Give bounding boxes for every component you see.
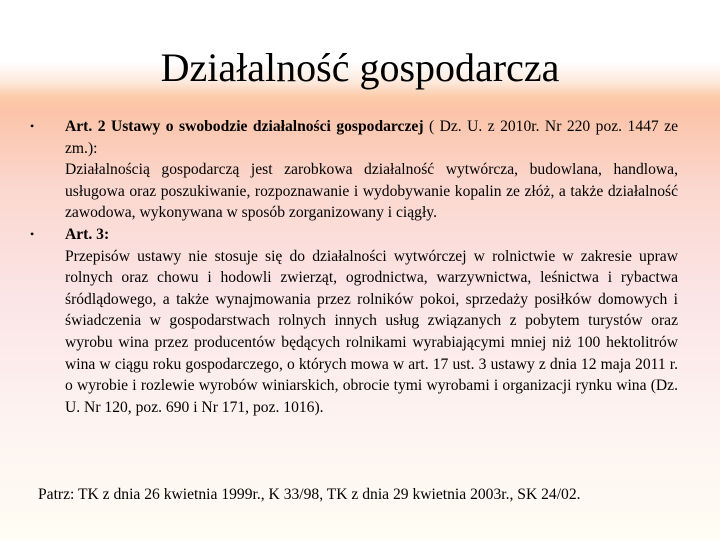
article-heading [65,224,678,246]
bullet-icon: • [30,119,35,133]
slide-content [30,116,678,418]
article-heading [65,116,678,159]
list-item-art-3 [30,224,678,418]
article-title: Art. 2 Ustawy o swobodzie działalności gospodarczej [65,118,424,135]
article-text: Przepisów ustawy nie stosuje się do działalności wytwórczej w rolnictwie w zakresie upraw rolnych oraz chowu i hodowli zwierząt, ogrodnictwa, warzywnictwa, leśnictwa i rybactwa śródlądowego, a także wynajmowania przez rolników pokoi, sprzedaży posiłków domowych i świadczenia w gospodarstwach rolnych innych usług związanych z pobytem turystów oraz wyrobu wina przez producentów będących rolnikami wyrabiającymi mniej niż 100 hektolitrów wina w ciągu roku gospodarczego, o których mowa w art. 17 ust. 3 ustawy z dnia 12 maja 2011 r. o wyrobie i rozlewie wyrobów winiarskich, obrocie tymi wyrobami i organizacji rynku wina (Dz. U. Nr 120, poz. 690 i Nr 171, poz. 1016). [65,247,678,416]
list-item-art-2 [30,116,678,224]
article-title: Art. 3: [65,225,110,243]
bullet-icon: • [30,226,35,241]
article-citation: ( Dz. U. z 2010r. Nr 220 poz. 1447 ze zm.): [65,118,678,157]
article-text: Działalnością gospodarczą jest zarobkowa działalność wytwórcza, budowlana, handlowa, usługowa oraz poszukiwanie, rozpoznawanie i wydobywanie kopalin ze złóż, a także działalność zawodowa, wykonywana w sposób zorganizowany i ciągły. [65,161,678,222]
footer-reference: Patrz: TK z dnia 26 kwietnia 1999r., K 33/98, TK z dnia 29 kwietnia 2003r., SK 24/02. [38,486,581,503]
slide-title: Działalność gospodarcza [160,45,560,90]
